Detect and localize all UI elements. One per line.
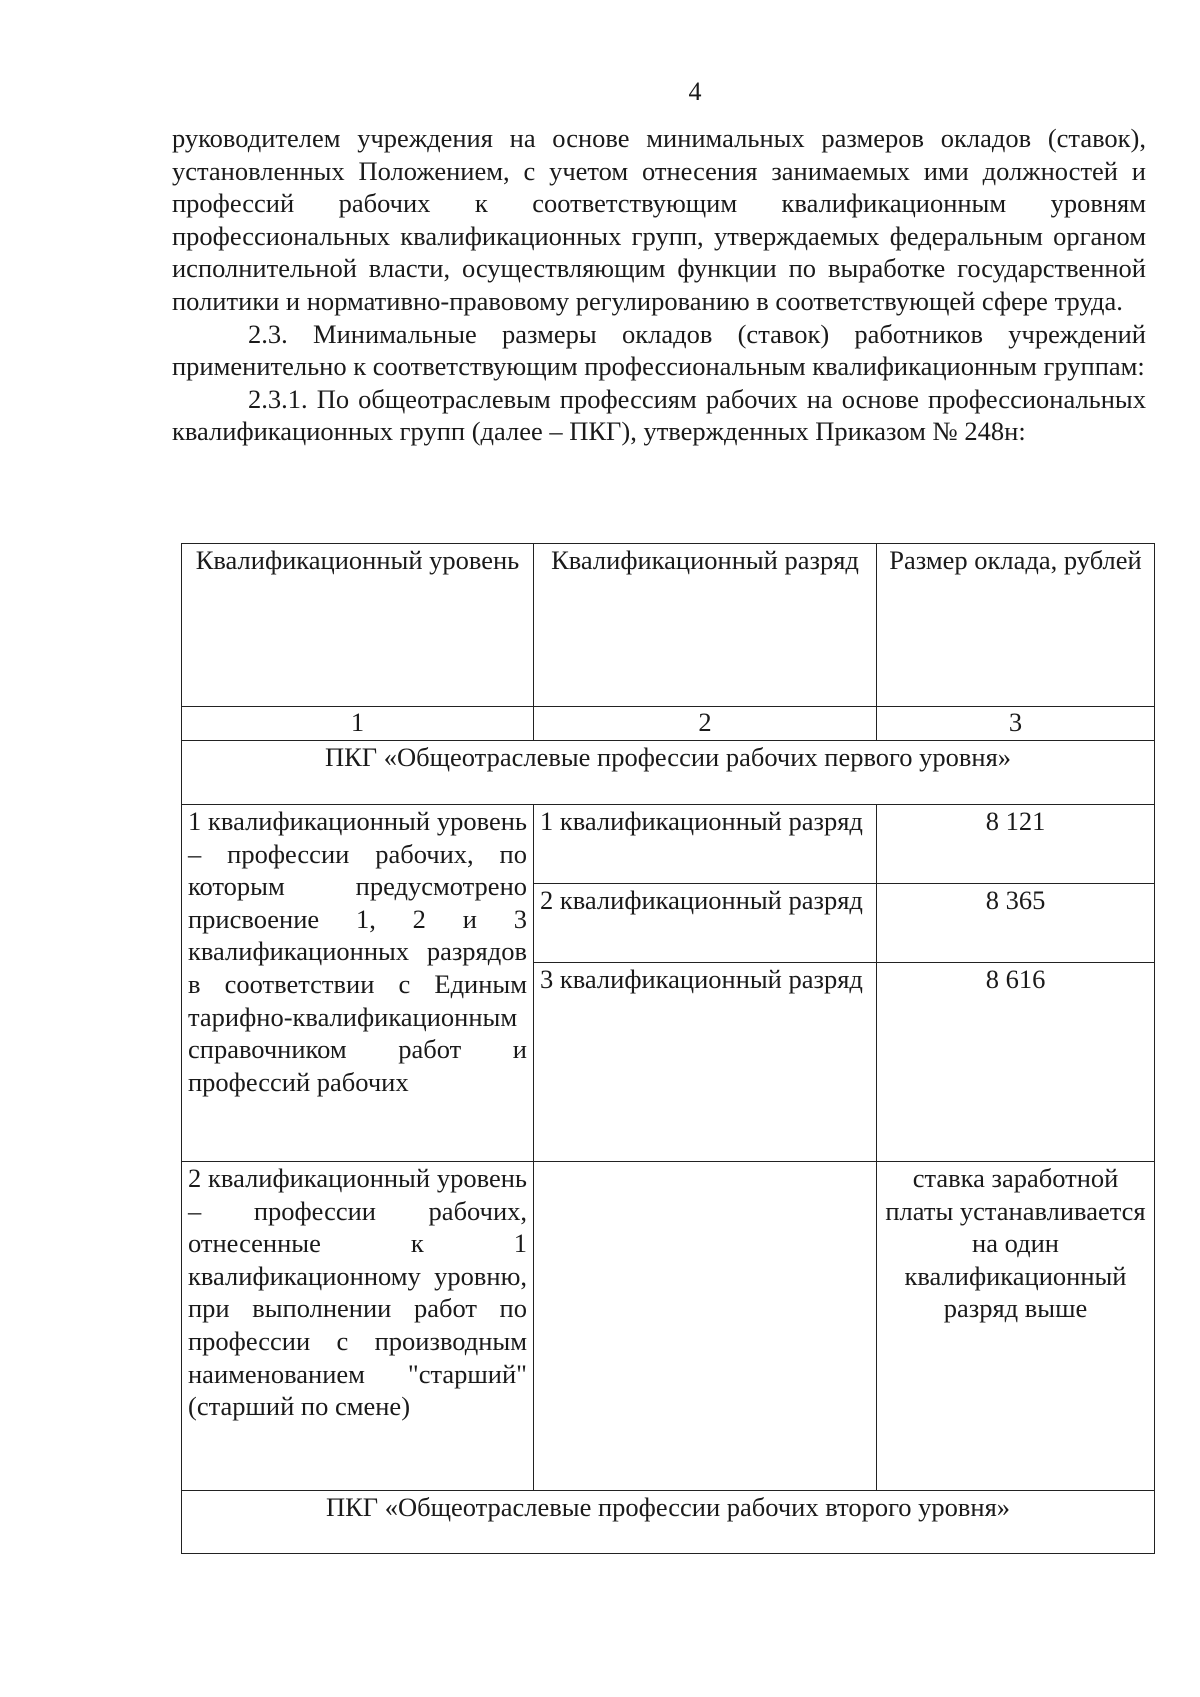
- paragraph-2-3-1: 2.3.1. По общеотраслевым профессиям рабочих на основе профессиональных квалификационных групп (далее – ПКГ), утвержденных Приказом № 248н:: [172, 383, 1146, 447]
- level-description: 1 квалификационный уровень – профессии рабочих, по которым предусмотрено присвоение 1, 2 и 3 квалификационных разрядов в соответствии с Единым тарифно-квалификационным справочником работ и профессий рабочих: [182, 805, 534, 1162]
- page-number: 4: [688, 77, 702, 106]
- body-text: [172, 122, 1146, 448]
- grade-cell: [534, 1162, 877, 1491]
- table-row: [182, 1162, 1155, 1491]
- table-row: [182, 805, 1155, 884]
- grade-cell: 1 квалификационный разряд: [534, 805, 877, 884]
- header-salary: Размер оклада, рублей: [877, 544, 1155, 707]
- header-level: Квалификационный уровень: [182, 544, 534, 707]
- salary-cell: 8 121: [877, 805, 1155, 884]
- paragraph-intro: руководителем учреждения на основе минимальных размеров окладов (ставок), установленных Положением, с учетом отнесения занимаемых ими должностей и профессий рабочих к соответствующим квалификационным уровням профессиональных квалификационных групп, утверждаемых федеральным органом исполнительной власти, осуществляющим функции по выработке государственной политики и нормативно-правовому регулированию в соответствующей сфере труда.: [172, 123, 1146, 316]
- table-header-row: [182, 544, 1155, 707]
- paragraph-2-3: 2.3. Минимальные размеры окладов (ставок) работников учреждений применительно к соответствующим профессиональным квалификационным группам:: [172, 318, 1146, 382]
- column-number-row: [182, 707, 1155, 741]
- grade-cell: 3 квалификационный разряд: [534, 963, 877, 1162]
- grade-cell: 2 квалификационный разряд: [534, 884, 877, 963]
- group-row-first-level: [182, 741, 1155, 805]
- group-title: ПКГ «Общеотраслевые профессии рабочих первого уровня»: [182, 741, 1155, 805]
- column-number: 1: [182, 707, 534, 741]
- column-number: 3: [877, 707, 1155, 741]
- level-description: 2 квалификационный уровень – профессии рабочих, отнесенные к 1 квалификационному уровню, при выполнении работ по профессии с производным наименованием "старший" (старший по смене): [182, 1162, 534, 1491]
- salary-cell: 8 616: [877, 963, 1155, 1162]
- group-row-second-level: [182, 1491, 1155, 1554]
- salary-table: [181, 543, 1155, 1554]
- group-title: ПКГ «Общеотраслевые профессии рабочих второго уровня»: [182, 1491, 1155, 1554]
- column-number: 2: [534, 707, 877, 741]
- salary-cell: ставка заработной платы устанавливается на один квалификационный разряд выше: [877, 1162, 1155, 1491]
- header-grade: Квалификационный разряд: [534, 544, 877, 707]
- salary-cell: 8 365: [877, 884, 1155, 963]
